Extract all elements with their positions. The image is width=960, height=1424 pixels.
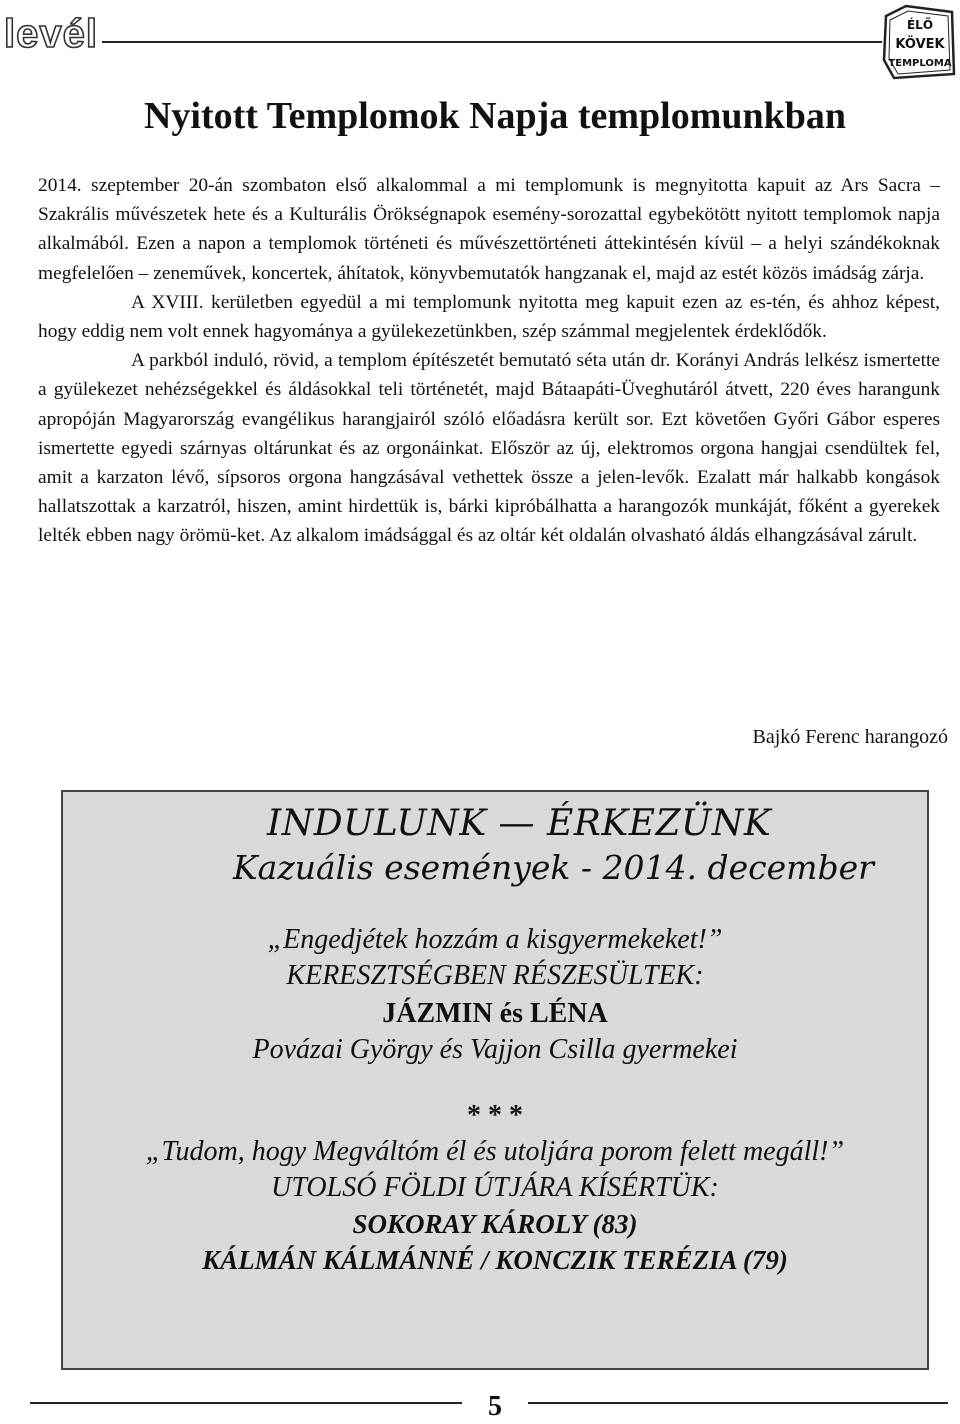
events-box [61,790,929,1370]
section-separator: * * * [467,1100,523,1131]
header-rule [102,41,882,43]
baptism-label: KERESZTSÉGBEN RÉSZESÜLTEK: [286,960,704,991]
page-number: 5 [488,1391,502,1422]
baptism-quote: „Engedjétek hozzám a kisgyermekeket!” [267,924,723,955]
church-logo-icon [880,2,958,82]
article-paragraph-2: A XVIII. kerületben egyedül a mi templomunk nyitotta meg kapuit ezen az es-tén, és ahhoz képest, hogy eddig nem volt ennek hagyománya a gyülekezetünkben, szép számmal megjelentek érdeklődők. [38,291,940,343]
funeral-quote: „Tudom, hogy Megváltóm él és utoljára porom felett megáll!” [145,1136,845,1167]
article-signature: Bajkó Ferenc harangozó [752,726,948,748]
section-label: levél [4,12,98,56]
funeral-label: UTOLSÓ FÖLDI ÚTJÁRA KÍSÉRTÜK: [271,1172,719,1203]
logo-line-1: ÉLŐ [906,18,934,32]
logo-line-2: KÖVEK [895,37,945,52]
baptism-names: JÁZMIN és LÉNA [382,998,608,1029]
funeral-name-2: KÁLMÁN KÁLMÁNNÉ / KONCZIK TERÉZIA (79) [202,1245,788,1275]
logo-line-3: TEMPLOMA [888,58,952,69]
baptism-parents: Povázai György és Vajjon Csilla gyermekei [252,1034,738,1065]
article-paragraph-3: A parkból induló, rövid, a templom építészetét bemutató séta után dr. Korányi András lelkész ismertette a gyülekezet nehézségekkel és áldásokkal teli történetét, majd Bátaapáti-Üveghutáról átvett, 220 éves harangunk apropóján Magyarország evangélikus harangjairól szóló előadásra került sor. Ezt követően Győri Gábor esperes ismertette egyedi szárnyas oltárunkat és az orgonáinkat. Először az új, elektromos orgona hangjai csendültek fel, amit a karzaton lévő, sípsoros orgona hangzásával vethettek össze a jelen-levők. Ezalatt már halkabb kongások hallatszottak a karzatról, hiszen, amint hirdettük is, bárki kipróbálhatta a harangozók munkáját, főként a gyerekek lelték ebben nagy örömü-ket. Az alkalom imádsággal és az oltár két oldalán olvasható áldás elhangzásával zárult. [38,350,940,547]
article-paragraph-1: 2014. szeptember 20-án szombaton első alkalommal a mi templomunk is megnyitotta kapuit az Ars Sacra – Szakrális művészetek hete és a Kulturális Örökségnapok esemény-sorozattal egybekötött nyitott templomok napja alkalmából. Ezen a napon a templomok történeti és művészettörténeti áttekintésén kívül – a helyi szándékoknak megfelelően – zeneművek, koncertek, áhítatok, könyvbemutatók hangzanak el, majd az estét közös imádság zárja. [38,175,940,284]
box-heading: INDULUNK — ÉRKEZÜNK [267,803,772,844]
funeral-name-1: SOKORAY KÁROLY (83) [352,1209,638,1239]
article-title: Nyitott Templomok Napja templomunkban [143,95,847,137]
box-subheading: Kazuális események - 2014. december [233,848,874,887]
article-body [38,171,940,551]
